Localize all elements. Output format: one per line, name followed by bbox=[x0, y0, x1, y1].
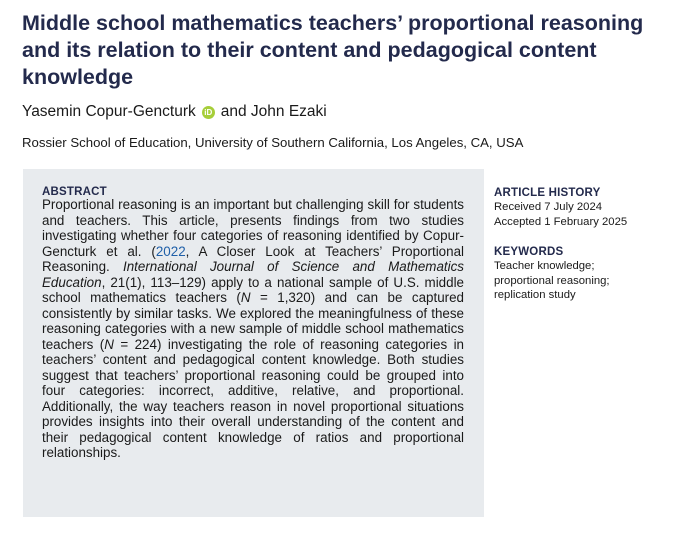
sample-size-value: = 1,320 bbox=[250, 290, 311, 305]
abstract-text-part: Proportional reasoning is an important but challenging skill for students and teachers. This article, presents findings from two studies investigating whether four categories of reasoning identified by Copur-Gencturk et al. ( bbox=[42, 197, 464, 259]
sample-size-value: = 224 bbox=[113, 336, 157, 352]
keyword-item: replication study bbox=[494, 289, 576, 301]
sample-size-symbol: N bbox=[104, 336, 114, 352]
accepted-date: Accepted 1 February 2025 bbox=[494, 215, 628, 228]
abstract-text-part: ) and can be captured consistently by similar tasks. We explored the meaningfulness of these reasoning categories with a new sample of middle school mathematics teachers ( bbox=[42, 290, 465, 352]
article-history-heading: ARTICLE HISTORY bbox=[494, 187, 601, 199]
received-date: Received 7 July 2024 bbox=[494, 201, 603, 213]
journal-title: International Journal of Science and Mathematics Education bbox=[42, 259, 464, 290]
abstract-text-part: , 21(1), 113–129) apply to a national sample of U.S. middle school mathematics teachers ( bbox=[42, 274, 464, 305]
author-connector: and bbox=[220, 103, 247, 120]
abstract-body bbox=[42, 197, 464, 461]
abstract-text-part: ) investigating the role of reasoning categories in teachers’ content and pedagogical content knowledge. Both studies suggest that teachers’ proportional reasoning could be grouped into four categories: incorrect, additive, relative, and proportional. Additionally, the way teachers reason in novel proportional situations provides insights into their overall understanding of the content and their pedagogical content knowledge of ratios and proportional relationships. bbox=[42, 336, 464, 460]
keywords-heading: KEYWORDS bbox=[494, 246, 564, 258]
abstract-heading: ABSTRACT bbox=[42, 186, 107, 198]
keyword-item: proportional reasoning; bbox=[494, 274, 610, 287]
affiliation: Rossier School of Education, University of Southern California, Los Angeles, CA, USA bbox=[22, 135, 524, 150]
author-name[interactable]: Yasemin Copur-Gencturk bbox=[22, 103, 196, 120]
citation-link[interactable]: 2022 bbox=[155, 243, 186, 259]
article-title: Middle school mathematics teachers’ proportional reasoning and its relation to their content and pedagogical content knowledge bbox=[22, 11, 644, 89]
orcid-icon[interactable]: iD bbox=[202, 106, 215, 119]
keywords-section bbox=[494, 245, 664, 303]
sample-size-symbol: N bbox=[240, 290, 251, 305]
keyword-item: Teacher knowledge; bbox=[494, 260, 595, 272]
article-history bbox=[494, 186, 664, 229]
abstract-text-part: , A Closer Look at Teachers’ Proportional Reasoning. bbox=[42, 243, 464, 274]
author-list bbox=[22, 102, 327, 122]
author-name[interactable]: John Ezaki bbox=[250, 103, 327, 120]
